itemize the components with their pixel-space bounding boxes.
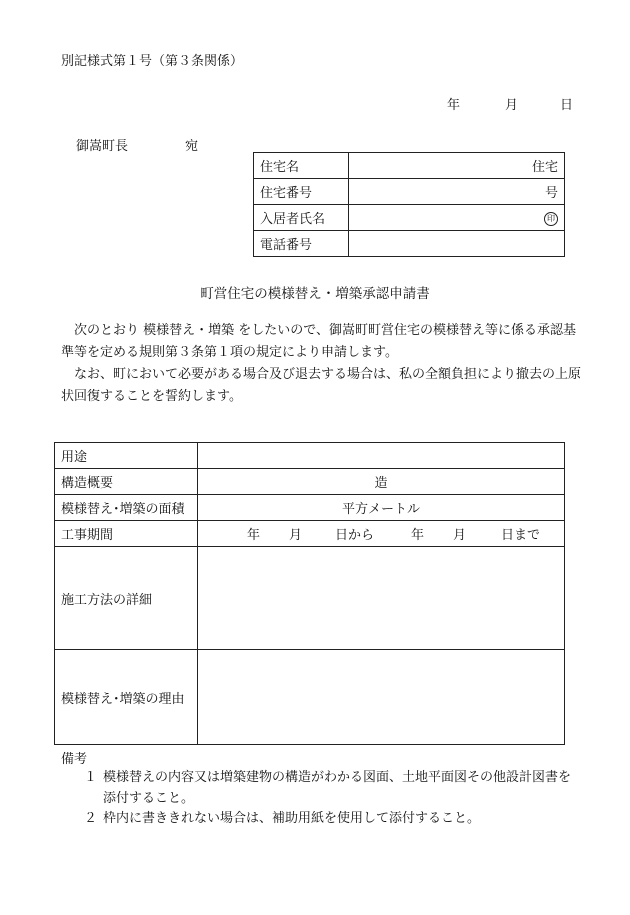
details-row-area — [55, 495, 565, 521]
notes-item-1-number: １ — [83, 770, 97, 785]
field-reason[interactable] — [198, 650, 565, 745]
seal-icon: 印 — [544, 212, 558, 226]
details-row-period — [55, 521, 565, 547]
period-start-day: 日から — [334, 528, 374, 543]
label-purpose: 用途 — [55, 443, 198, 469]
notes-item-1 — [61, 767, 576, 809]
details-row-reason — [55, 650, 565, 745]
applicant-row-name — [254, 153, 565, 179]
addressee-suffix: 宛 — [185, 139, 199, 154]
date-year: 年 — [447, 98, 461, 113]
body-paragraph-1: 次のとおり 模様替え・増築 をしたいので、御嵩町町営住宅の模様替え等に係る承認基準等を定める規則第３条第１項の規定により申請します。 — [61, 323, 577, 360]
field-method[interactable] — [198, 547, 565, 650]
applicant-row-resident — [254, 205, 565, 231]
field-phone[interactable] — [349, 231, 565, 257]
period-start-month: 月 — [288, 528, 302, 543]
label-period: 工事期間 — [55, 521, 198, 547]
notes-heading: 備考 — [61, 752, 88, 767]
body-paragraph-2: なお、町において必要がある場合及び退去する場合は、私の全額負担により撤去の上原状回復することを誓約します。 — [61, 367, 582, 404]
details-row-purpose — [55, 443, 565, 469]
field-structure[interactable]: 造 — [198, 469, 565, 495]
notes-item-2-number: ２ — [83, 811, 97, 826]
label-structure: 構造概要 — [55, 469, 198, 495]
period-end-day: 日まで — [500, 528, 540, 543]
period-end-month: 月 — [452, 528, 466, 543]
details-row-structure — [55, 469, 565, 495]
field-resident-name[interactable] — [349, 205, 565, 231]
period-end-year: 年 — [410, 528, 424, 543]
date-month: 月 — [505, 98, 519, 113]
applicant-table — [253, 152, 565, 257]
field-area[interactable]: 平方メートル — [198, 495, 565, 521]
label-housing-number: 住宅番号 — [254, 179, 349, 205]
applicant-row-phone — [254, 231, 565, 257]
label-resident-name: 入居者氏名 — [254, 205, 349, 231]
notes-item-2 — [61, 808, 576, 829]
details-row-method — [55, 547, 565, 650]
field-purpose[interactable] — [198, 443, 565, 469]
date-day: 日 — [560, 98, 574, 113]
field-housing-number[interactable]: 号 — [349, 179, 565, 205]
label-method: 施工方法の詳細 — [55, 547, 198, 650]
field-period[interactable] — [198, 521, 565, 547]
notes-item-1-text: 模様替えの内容又は増築建物の構造がわかる図面、土地平面図その他設計図書を添付すること。 — [103, 770, 572, 806]
field-housing-name[interactable]: 住宅 — [349, 153, 565, 179]
label-phone: 電話番号 — [254, 231, 349, 257]
body-text — [61, 320, 581, 408]
label-reason: 模様替え･増築の理由 — [55, 650, 198, 745]
label-area: 模様替え･増築の面積 — [55, 495, 198, 521]
addressee-name: 御嵩町長 — [76, 139, 129, 154]
label-housing-name: 住宅名 — [254, 153, 349, 179]
period-start-year: 年 — [246, 528, 260, 543]
notes-item-2-text: 枠内に書ききれない場合は、補助用紙を使用して添付すること。 — [103, 811, 481, 826]
document-title: 町営住宅の模様替え・増築承認申請書 — [200, 286, 430, 302]
form-number: 別記様式第１号（第３条関係） — [61, 54, 244, 69]
applicant-row-number — [254, 179, 565, 205]
date-line — [447, 94, 460, 113]
details-table — [54, 442, 565, 745]
